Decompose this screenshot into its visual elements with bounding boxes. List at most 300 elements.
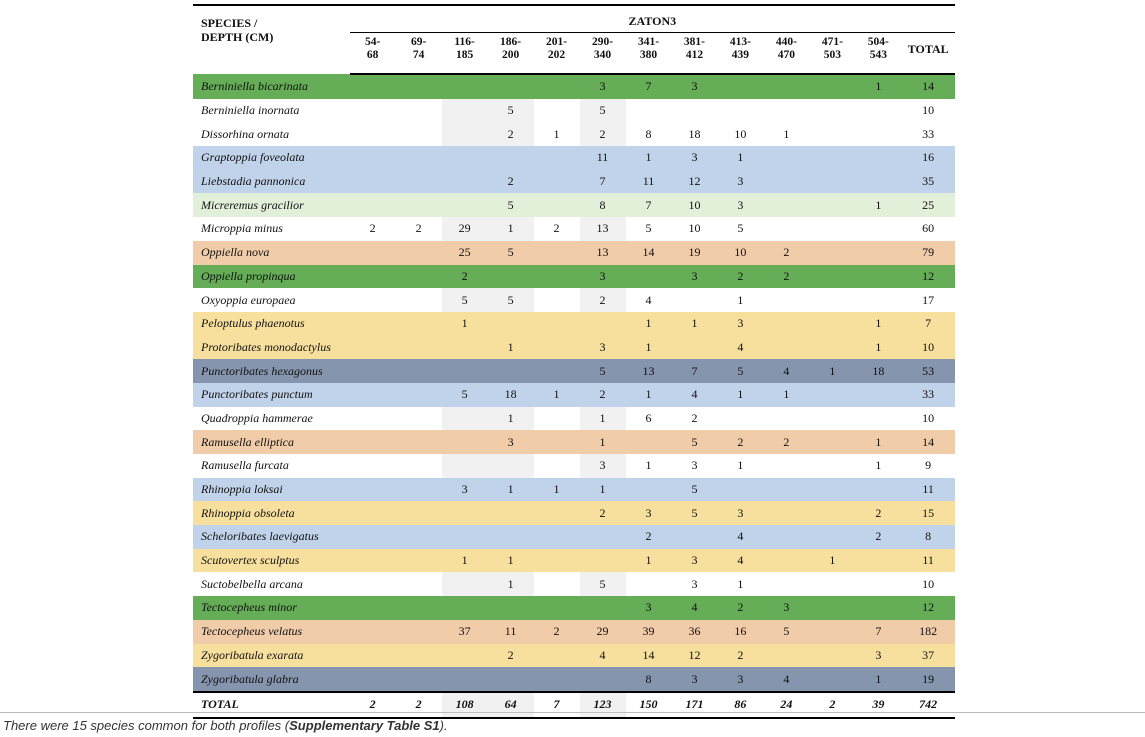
count-cell xyxy=(809,288,855,312)
count-cell xyxy=(534,241,580,265)
species-row xyxy=(193,644,955,668)
count-cell: 13 xyxy=(642,363,655,378)
count-cell xyxy=(809,454,855,478)
depth-range-end: 380 xyxy=(639,49,658,61)
count-cell: 1 xyxy=(875,671,882,686)
count-cell xyxy=(809,430,855,454)
count-cell: 1 xyxy=(737,387,744,402)
depth-header xyxy=(626,33,672,75)
species-row xyxy=(193,170,955,194)
profile-header: ZATON3 xyxy=(350,5,955,33)
count-cell: 8 xyxy=(645,126,652,141)
depth-header xyxy=(350,33,396,75)
species-name: Oxyoppia europaea xyxy=(201,292,296,307)
count-cell xyxy=(396,620,442,644)
count-cell xyxy=(350,241,396,265)
count-cell: 3 xyxy=(737,197,744,212)
species-depth-header xyxy=(193,5,350,74)
column-total-cell: 123 xyxy=(580,692,626,718)
count-cell: 5 xyxy=(507,245,514,260)
species-row xyxy=(193,99,955,123)
count-cell: 1 xyxy=(507,553,514,568)
count-cell xyxy=(350,146,396,170)
footer-divider xyxy=(0,712,1145,713)
count-cell xyxy=(396,288,442,312)
species-name: Oppiella nova xyxy=(201,245,270,260)
count-cell: 3 xyxy=(737,505,744,520)
caption-text-after: ). xyxy=(439,718,448,733)
count-cell xyxy=(534,501,580,525)
count-cell: 16 xyxy=(734,624,747,639)
count-cell: 1 xyxy=(488,217,534,241)
count-cell: 3 xyxy=(691,150,698,165)
count-cell xyxy=(442,336,488,360)
row-total-cell: 12 xyxy=(922,600,935,615)
depth-range-end: 185 xyxy=(455,49,474,61)
count-cell xyxy=(763,312,809,336)
count-cell: 5 xyxy=(507,197,514,212)
count-cell xyxy=(396,146,442,170)
count-cell xyxy=(350,312,396,336)
count-cell xyxy=(809,407,855,431)
species-name: Liebstadia pannonica xyxy=(201,174,306,189)
depth-range-start: 290- xyxy=(591,36,614,48)
species-name: Suctobelbella arcana xyxy=(201,576,303,591)
table-caption xyxy=(3,718,448,733)
count-cell: 18 xyxy=(504,387,517,402)
count-cell: 11 xyxy=(596,150,609,165)
species-row xyxy=(193,596,955,620)
count-cell: 1 xyxy=(507,482,514,497)
depth-range-start: 201- xyxy=(546,36,568,48)
count-cell: 1 xyxy=(875,197,882,212)
count-cell xyxy=(855,407,901,431)
count-cell xyxy=(350,407,396,431)
count-cell: 1 xyxy=(507,339,514,354)
count-cell xyxy=(671,525,717,549)
count-cell xyxy=(763,407,809,431)
count-cell xyxy=(855,99,901,123)
count-cell xyxy=(855,596,901,620)
count-cell: 1 xyxy=(599,482,606,497)
row-total-cell: 19 xyxy=(922,671,935,686)
row-total-cell: 15 xyxy=(922,505,935,520)
count-cell: 3 xyxy=(875,647,882,662)
depth-range-start: 186- xyxy=(500,36,522,48)
depth-header xyxy=(442,33,488,75)
row-total-cell: 10 xyxy=(922,339,935,354)
count-cell: 2 xyxy=(737,647,744,662)
count-cell xyxy=(809,644,855,668)
count-cell: 10 xyxy=(688,197,701,212)
count-cell: 1 xyxy=(553,387,560,402)
count-cell xyxy=(488,501,534,525)
count-cell xyxy=(396,312,442,336)
row-total-cell: 17 xyxy=(922,292,935,307)
count-cell xyxy=(442,170,488,194)
species-name: Oppiella propinqua xyxy=(201,268,296,283)
depth-range-end: 470 xyxy=(777,49,796,61)
count-cell: 5 xyxy=(783,624,790,639)
count-cell xyxy=(442,359,488,383)
count-cell: 5 xyxy=(580,99,626,123)
count-cell xyxy=(396,336,442,360)
count-cell: 1 xyxy=(488,572,534,596)
row-total-cell: 10 xyxy=(922,410,935,425)
count-cell xyxy=(534,596,580,620)
count-cell xyxy=(350,478,396,502)
species-row xyxy=(193,288,955,312)
depth-header xyxy=(488,33,534,75)
count-cell xyxy=(855,549,901,573)
row-total-cell: 11 xyxy=(922,482,934,497)
count-cell xyxy=(809,265,855,289)
count-cell xyxy=(855,572,901,596)
species-row xyxy=(193,407,955,431)
depth-range-start: 54- xyxy=(365,36,381,48)
count-cell xyxy=(763,572,809,596)
depth-header xyxy=(809,33,855,75)
count-cell: 1 xyxy=(737,292,744,307)
count-cell xyxy=(396,501,442,525)
depth-range-start: 381- xyxy=(683,36,705,48)
count-cell xyxy=(350,572,396,596)
count-cell xyxy=(855,288,901,312)
count-cell: 1 xyxy=(783,126,790,141)
count-cell xyxy=(350,122,396,146)
count-cell xyxy=(396,478,442,502)
count-cell: 10 xyxy=(734,126,747,141)
count-cell: 7 xyxy=(645,197,652,212)
count-cell xyxy=(809,336,855,360)
count-cell xyxy=(626,430,672,454)
row-total-cell: 7 xyxy=(925,316,932,331)
count-cell xyxy=(671,99,717,123)
depth-header xyxy=(580,33,626,75)
count-cell: 1 xyxy=(875,434,882,449)
count-cell xyxy=(396,193,442,217)
count-cell: 1 xyxy=(875,79,882,94)
count-cell: 2 xyxy=(783,434,790,449)
count-cell xyxy=(809,146,855,170)
count-cell xyxy=(488,525,534,549)
count-cell xyxy=(809,620,855,644)
count-cell xyxy=(626,265,672,289)
count-cell xyxy=(350,501,396,525)
count-cell xyxy=(717,478,763,502)
count-cell: 1 xyxy=(645,150,652,165)
count-cell xyxy=(442,454,488,478)
count-cell: 7 xyxy=(645,79,652,94)
count-cell: 3 xyxy=(737,316,744,331)
count-cell xyxy=(396,549,442,573)
count-cell xyxy=(855,478,901,502)
count-cell: 3 xyxy=(691,553,698,568)
species-row xyxy=(193,193,955,217)
count-cell xyxy=(396,265,442,289)
count-cell: 1 xyxy=(645,458,652,473)
count-cell xyxy=(442,644,488,668)
species-table-container xyxy=(193,4,955,719)
count-cell: 5 xyxy=(461,387,468,402)
count-cell xyxy=(350,667,396,692)
count-cell: 4 xyxy=(691,387,698,402)
count-cell xyxy=(809,312,855,336)
count-cell xyxy=(396,99,442,123)
count-cell xyxy=(488,454,534,478)
species-row xyxy=(193,549,955,573)
count-cell xyxy=(350,430,396,454)
count-cell xyxy=(534,288,580,312)
species-row xyxy=(193,122,955,146)
count-cell xyxy=(350,99,396,123)
count-cell xyxy=(396,644,442,668)
count-cell xyxy=(809,217,855,241)
count-cell xyxy=(488,667,534,692)
count-cell xyxy=(809,478,855,502)
species-row xyxy=(193,525,955,549)
column-total-cell: 86 xyxy=(717,692,763,718)
count-cell xyxy=(534,312,580,336)
species-name: Rhinoppia obsoleta xyxy=(201,505,295,520)
count-cell xyxy=(396,407,442,431)
species-name: Peloptulus phaenotus xyxy=(201,316,305,331)
count-cell xyxy=(350,549,396,573)
supplementary-table-link[interactable]: Supplementary Table S1 xyxy=(289,718,440,733)
species-name: Ramusella elliptica xyxy=(201,434,294,449)
species-name: Zygoribatula glabra xyxy=(201,671,299,686)
count-cell: 2 xyxy=(369,221,376,236)
depth-range-end: 439 xyxy=(731,49,750,61)
species-name: Microppia minus xyxy=(201,221,283,236)
count-cell xyxy=(396,122,442,146)
count-cell xyxy=(580,525,626,549)
grand-total-cell: 742 xyxy=(901,692,955,718)
count-cell xyxy=(763,478,809,502)
count-cell: 3 xyxy=(461,482,468,497)
row-total-cell: 11 xyxy=(922,553,934,568)
count-cell xyxy=(534,146,580,170)
count-cell: 2 xyxy=(488,122,534,146)
row-total-cell: 60 xyxy=(922,221,935,236)
count-cell: 1 xyxy=(580,407,626,431)
count-cell xyxy=(534,193,580,217)
count-cell xyxy=(763,336,809,360)
species-row xyxy=(193,146,955,170)
count-cell xyxy=(763,454,809,478)
count-cell: 36 xyxy=(688,624,701,639)
count-cell xyxy=(396,572,442,596)
row-total-cell: 14 xyxy=(922,79,935,94)
count-cell xyxy=(671,288,717,312)
count-cell xyxy=(350,193,396,217)
species-row xyxy=(193,265,955,289)
count-cell: 2 xyxy=(553,221,560,236)
depth-range-end: 412 xyxy=(685,49,704,61)
species-row xyxy=(193,430,955,454)
species-header-line2: DEPTH (CM) xyxy=(201,30,274,44)
count-cell: 4 xyxy=(645,292,652,307)
species-row xyxy=(193,572,955,596)
depth-range-end: 74 xyxy=(412,49,425,61)
count-cell: 7 xyxy=(875,624,882,639)
count-cell: 19 xyxy=(688,245,701,260)
count-cell xyxy=(763,288,809,312)
count-cell xyxy=(855,146,901,170)
row-total-cell: 79 xyxy=(922,245,935,260)
species-row xyxy=(193,217,955,241)
count-cell: 5 xyxy=(645,221,652,236)
count-cell xyxy=(442,99,488,123)
count-cell: 3 xyxy=(507,434,514,449)
count-cell xyxy=(580,549,626,573)
count-cell xyxy=(534,549,580,573)
species-name: Tectocepheus minor xyxy=(201,600,297,615)
species-name: Rhinoppia loksai xyxy=(201,482,283,497)
depth-header xyxy=(396,33,442,75)
count-cell xyxy=(809,525,855,549)
count-cell: 1 xyxy=(553,482,560,497)
count-cell xyxy=(855,122,901,146)
species-row xyxy=(193,241,955,265)
species-name: Graptoppia foveolata xyxy=(201,150,305,165)
count-cell xyxy=(442,525,488,549)
column-total-cell: 24 xyxy=(763,692,809,718)
species-name: Micreremus gracilior xyxy=(201,197,304,212)
depth-range-end: 200 xyxy=(501,49,520,61)
count-cell xyxy=(763,193,809,217)
count-cell: 11 xyxy=(504,624,517,639)
count-cell xyxy=(534,667,580,692)
count-cell: 1 xyxy=(737,458,744,473)
count-cell xyxy=(717,74,763,99)
count-cell: 1 xyxy=(875,316,882,331)
column-total-cell: 2 xyxy=(350,692,396,718)
species-name: Zygoribatula exarata xyxy=(201,647,304,662)
species-name: Berniniella inornata xyxy=(201,103,300,118)
count-cell: 1 xyxy=(599,434,606,449)
count-cell xyxy=(534,454,580,478)
count-cell xyxy=(671,336,717,360)
count-cell: 6 xyxy=(645,410,652,425)
count-cell: 5 xyxy=(691,505,698,520)
species-name: Quadroppia hammerae xyxy=(201,410,313,425)
count-cell: 4 xyxy=(737,553,744,568)
species-row xyxy=(193,336,955,360)
count-cell: 3 xyxy=(783,600,790,615)
count-cell xyxy=(442,572,488,596)
count-cell xyxy=(580,667,626,692)
row-total-cell: 35 xyxy=(922,174,935,189)
depth-range-start: 440- xyxy=(775,36,797,48)
count-cell: 1 xyxy=(875,458,882,473)
species-row xyxy=(193,74,955,99)
count-cell: 13 xyxy=(580,217,626,241)
depth-header xyxy=(717,33,763,75)
count-cell xyxy=(442,596,488,620)
species-name: Protoribates monodactylus xyxy=(201,339,331,354)
depth-range-start: 413- xyxy=(729,36,751,48)
count-cell: 2 xyxy=(737,268,744,283)
count-cell xyxy=(763,525,809,549)
count-cell: 8 xyxy=(645,671,652,686)
depth-range-end: 202 xyxy=(547,49,566,61)
count-cell: 5 xyxy=(737,221,744,236)
count-cell xyxy=(717,99,763,123)
count-cell xyxy=(350,170,396,194)
count-cell: 2 xyxy=(783,268,790,283)
count-cell xyxy=(855,170,901,194)
count-cell: 8 xyxy=(599,197,606,212)
count-cell xyxy=(396,454,442,478)
count-cell: 4 xyxy=(783,363,790,378)
depth-header xyxy=(763,33,809,75)
count-cell: 3 xyxy=(737,174,744,189)
count-cell: 1 xyxy=(691,316,698,331)
count-cell xyxy=(350,383,396,407)
count-cell xyxy=(442,193,488,217)
count-cell xyxy=(809,99,855,123)
row-total-cell: 16 xyxy=(922,150,935,165)
count-cell: 1 xyxy=(783,387,790,402)
count-cell: 5 xyxy=(580,572,626,596)
count-cell xyxy=(442,146,488,170)
count-cell xyxy=(855,265,901,289)
row-total-cell: 33 xyxy=(922,126,935,141)
count-cell: 10 xyxy=(734,245,747,260)
count-cell xyxy=(488,312,534,336)
count-cell xyxy=(809,193,855,217)
depth-range-start: 341- xyxy=(637,36,660,48)
row-total-cell: 182 xyxy=(919,624,938,639)
count-cell xyxy=(442,430,488,454)
count-cell: 2 xyxy=(875,505,882,520)
row-total-cell: 33 xyxy=(922,387,935,402)
depth-range-start: 471- xyxy=(821,36,843,48)
species-row xyxy=(193,501,955,525)
count-cell xyxy=(396,430,442,454)
count-cell: 7 xyxy=(599,174,606,189)
count-cell: 2 xyxy=(553,624,560,639)
depth-range-end: 68 xyxy=(366,49,379,61)
count-cell xyxy=(396,383,442,407)
count-cell xyxy=(626,99,672,123)
count-cell xyxy=(350,644,396,668)
count-cell: 2 xyxy=(580,288,626,312)
count-cell xyxy=(809,667,855,692)
count-cell: 11 xyxy=(642,174,655,189)
count-cell: 1 xyxy=(553,126,560,141)
species-row xyxy=(193,620,955,644)
count-cell: 1 xyxy=(737,576,744,591)
count-cell xyxy=(809,241,855,265)
count-cell: 14 xyxy=(642,245,655,260)
depth-header xyxy=(855,33,901,75)
count-cell xyxy=(350,620,396,644)
species-name: Berniniella bicarinata xyxy=(201,78,308,93)
count-cell xyxy=(396,525,442,549)
count-cell xyxy=(534,359,580,383)
count-cell: 37 xyxy=(458,624,471,639)
count-cell xyxy=(534,572,580,596)
count-cell xyxy=(809,572,855,596)
count-cell: 13 xyxy=(596,245,609,260)
count-cell xyxy=(442,122,488,146)
count-cell: 2 xyxy=(599,505,606,520)
count-cell: 5 xyxy=(599,363,606,378)
count-cell: 3 xyxy=(691,268,698,283)
count-cell: 1 xyxy=(461,316,468,331)
